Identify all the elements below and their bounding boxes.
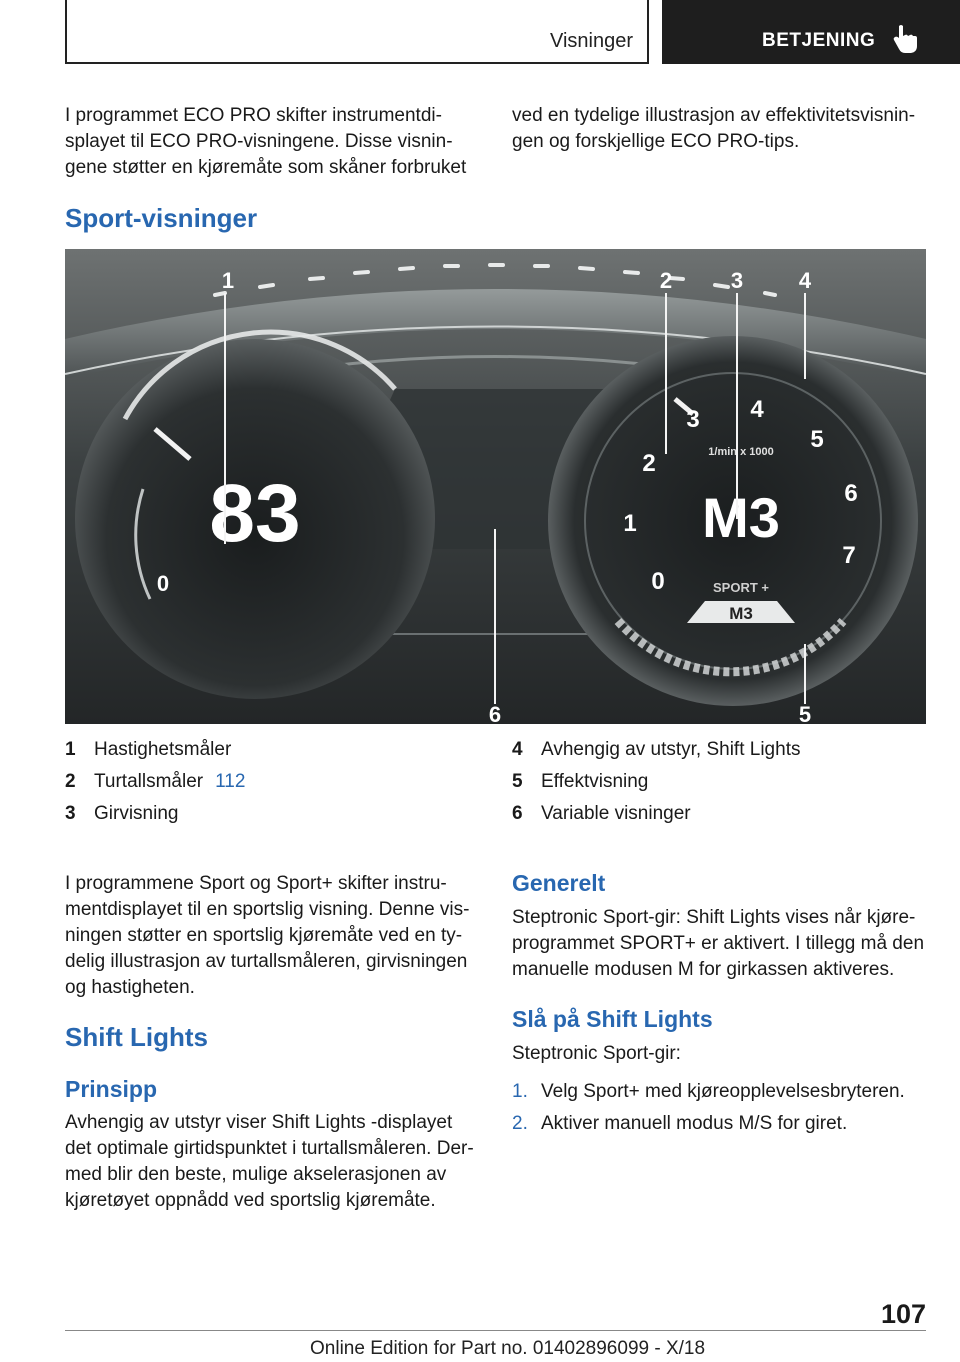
legend-number: 1 [65, 739, 76, 760]
hand-pointer-icon [893, 24, 919, 54]
rpm-tick-1: 1 [623, 510, 637, 537]
rpm-tick-3: 3 [686, 406, 700, 433]
rpm-tick-7: 7 [842, 542, 856, 569]
drive-mode-gear: M3 [729, 604, 753, 623]
legend-number: 5 [512, 771, 523, 792]
legend-text: Girvisning [94, 803, 179, 824]
step-text: Aktiver manuell modus M/S for giret. [541, 1113, 848, 1134]
rpm-tick-4: 4 [750, 396, 764, 423]
legend-number: 6 [512, 803, 523, 824]
legend-number: 3 [65, 803, 76, 824]
instrument-cluster-figure [65, 249, 926, 724]
general-heading: Generelt [512, 870, 606, 896]
page-number: 107 [880, 1299, 926, 1329]
callout-5: 5 [798, 702, 812, 724]
rpm-unit-label: 1/min x 1000 [708, 446, 774, 458]
edition-footer: Online Edition for Part no. 01402896099 - X/18 [310, 1338, 706, 1359]
rpm-tick-0: 0 [651, 568, 665, 595]
legend-number: 2 [65, 771, 76, 792]
enable-intro: Steptronic Sport-gir: [512, 1043, 681, 1064]
legend-text: Effektvisning [541, 771, 649, 792]
footer-divider [65, 1330, 926, 1331]
shift-lights-title: Shift Lights [65, 1022, 208, 1052]
speed-dial-zero: 0 [156, 571, 170, 596]
intro-text-right: ved en tydelige illustrasjon av effektivitetsvisnin-gen og forskjellige ECO PRO-tips. [512, 105, 916, 152]
legend-text: Variable visninger [541, 803, 691, 824]
general-text: Steptronic Sport-gir: Shift Lights vises når kjøre-programmet SPORT+ er aktivert. I tillegg må den manuelle modusen M for girkassen aktiveres. [512, 907, 925, 980]
page-reference-link[interactable]: 112 [215, 771, 246, 792]
legend-number: 4 [512, 739, 523, 760]
legend-text [94, 771, 245, 793]
callout-3: 3 [730, 268, 744, 293]
callout-2: 2 [659, 268, 673, 293]
drive-mode-label: SPORT + [713, 580, 769, 595]
step-number: 1. [512, 1081, 528, 1102]
legend-text: Hastighetsmåler [94, 739, 232, 760]
intro-text-left: I programmet ECO PRO skifter instrumentdi-splayet til ECO PRO-visningene. Disse visnin-gene støtter en kjøremåte som skåner forbruket [65, 105, 467, 178]
step-number: 2. [512, 1113, 528, 1134]
legend-label: Turtallsmåler [94, 771, 204, 792]
principle-heading: Prinsipp [65, 1076, 158, 1102]
rpm-tick-6: 6 [844, 480, 858, 507]
chapter-tab[interactable] [662, 0, 960, 64]
running-header [65, 0, 649, 64]
sport-section-title: Sport-visninger [65, 203, 258, 233]
callout-1: 1 [221, 268, 235, 293]
enable-heading: Slå på Shift Lights [512, 1006, 713, 1032]
section-title: Visninger [549, 30, 633, 52]
sport-description: I programmene Sport og Sport+ skifter instru-mentdisplayet til en sportslig visning. Denne vis-ningen støtter en sportslig kjøremåte ved en ty-delig illustrasjon av turtallsmåleren, girvisningen og hastigheten. [65, 873, 470, 998]
step-text: Velg Sport+ med kjøreopplevelsesbryteren. [541, 1081, 905, 1102]
rpm-tick-2: 2 [642, 450, 656, 477]
legend-text: Avhengig av utstyr, Shift Lights [541, 739, 801, 760]
rpm-tick-5: 5 [810, 426, 824, 453]
speed-value: 83 [209, 468, 301, 559]
chapter-title: BETJENING [762, 30, 876, 51]
gear-value: M3 [702, 486, 780, 549]
callout-6: 6 [488, 702, 502, 724]
callout-4: 4 [798, 268, 812, 293]
principle-text: Avhengig av utstyr viser Shift Lights -displayet det optimale girtidspunktet i turtallsmåleren. Der-med blir den beste, mulige akselerasjonen av kjøretøyet oppnådd ved sportslig kjøremåte. [65, 1112, 474, 1211]
